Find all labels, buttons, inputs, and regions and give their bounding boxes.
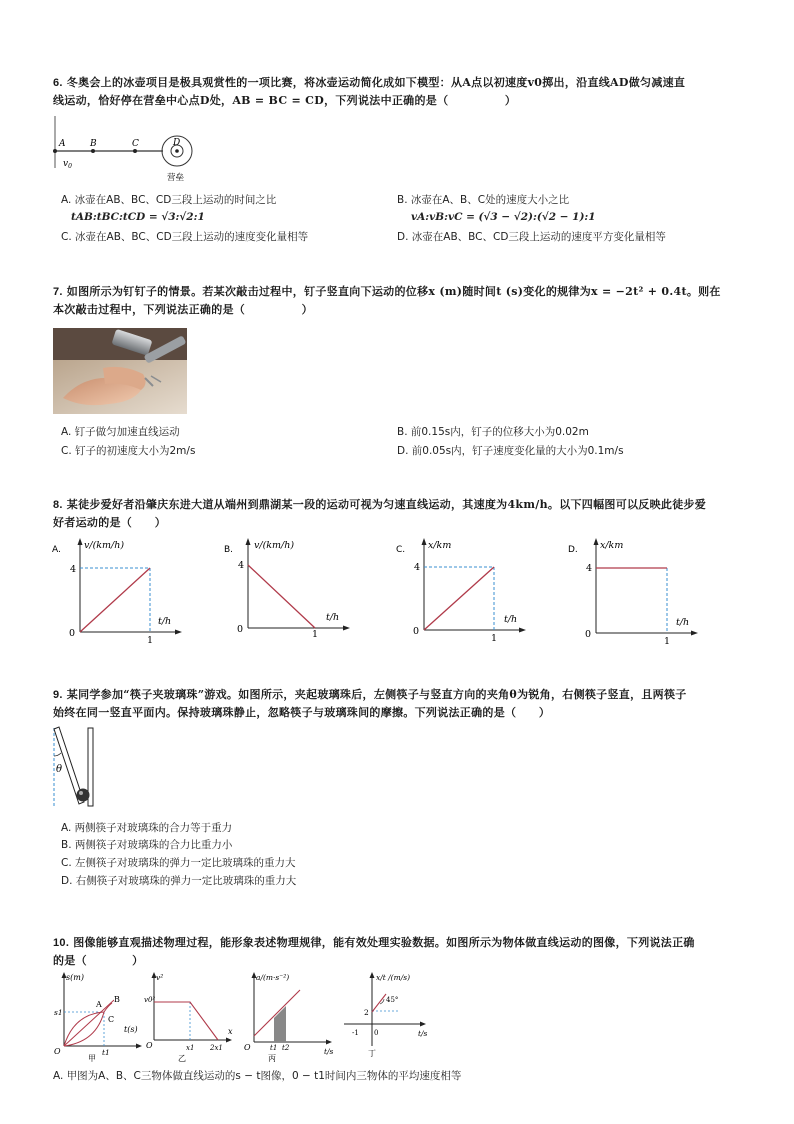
q7-option-d[interactable]: D. 前0.05s内，钉子速度变化量的大小为0.1m/s: [397, 445, 624, 457]
x-tick-label: 2x1: [210, 1044, 223, 1052]
q8-graph-c[interactable]: [396, 536, 526, 646]
x-tick-label: t2: [282, 1044, 290, 1052]
q10-graph-ding: [338, 966, 434, 1062]
origin-label: O: [54, 1047, 61, 1056]
q6-option-d[interactable]: D. 冰壶在AB、BC、CD三段上运动的速度平方变化量相等: [397, 231, 666, 243]
angle-label: 45°: [386, 996, 399, 1004]
q7-option-a[interactable]: A. 钉子做匀加速直线运动: [61, 426, 180, 438]
curling-diagram: [53, 116, 203, 188]
question-10-stem: [53, 934, 743, 970]
y-tick-label: 2: [364, 1008, 369, 1017]
question-number: 7.: [53, 286, 63, 298]
curve-c-label: C: [108, 1015, 115, 1024]
y-axis-label: v/(km/h): [254, 540, 295, 551]
origin-label: 0: [237, 624, 244, 635]
y-axis-label: s(m): [66, 973, 84, 982]
y-axis-label: a/(m·s⁻²): [256, 973, 290, 982]
point-d-label: D: [173, 138, 181, 148]
stem-line: 始终在同一竖直平面内。保持玻璃珠静止，忽略筷子与玻璃珠间的摩擦。下列说法正确的是（ ）: [53, 706, 551, 719]
q7-option-b[interactable]: B. 前0.15s内，钉子的位移大小为0.02m: [397, 426, 589, 438]
stem-line: 图像能够直观描述物理过程，能形象表述物理规律，能有效处理实验数据。如图所示为物体做直线运动的图像，下列说法正确: [73, 936, 695, 949]
origin-label: O: [244, 1043, 251, 1052]
x-axis-label: x: [228, 1027, 233, 1036]
stem-line: 如图所示为钉钉子的情景。若某次敲击过程中，钉子竖直向下运动的位移x (m)随时间t (s)变化的规律为x = −2t² + 0.4t。则在: [66, 285, 721, 298]
y-axis-label: x/t /(m/s): [376, 973, 411, 982]
q8-graph-b[interactable]: [224, 536, 354, 646]
target-label: 营垒: [167, 173, 185, 183]
x-axis-label: t/s: [418, 1029, 428, 1038]
q10-graph-jia: [52, 970, 142, 1062]
origin-label: O: [146, 1041, 153, 1050]
x-tick-label: 1: [147, 635, 154, 646]
graph-caption: 乙: [178, 1054, 186, 1062]
line-series: [154, 1002, 218, 1040]
point-c-label: C: [132, 139, 139, 149]
v0-label: $v_0$: [63, 159, 72, 170]
x-tick-label: t1: [102, 1048, 110, 1057]
curve-b-label: B: [114, 995, 120, 1004]
q6-option-b[interactable]: [397, 192, 596, 226]
y-tick-label: v0²: [144, 996, 156, 1004]
q8-graph-a[interactable]: [52, 536, 182, 646]
x-axis-label: t(s): [124, 1025, 138, 1034]
stem-line: 本次敲击过程中，下列说法正确的是（ ）: [53, 303, 313, 316]
y-tick-label: 4: [70, 564, 77, 575]
stem-line: 好者运动的是（ ）: [53, 516, 166, 529]
graph-letter: B.: [224, 545, 234, 555]
question-9-stem: [53, 686, 743, 722]
graph-letter: C.: [396, 545, 406, 555]
line-series: [80, 568, 150, 632]
question-number: 8.: [53, 499, 63, 511]
x-axis-label: t/h: [504, 614, 518, 625]
graph-letter: A.: [52, 545, 61, 555]
graph-caption: 甲: [88, 1054, 96, 1062]
x-axis-label: t/h: [326, 612, 340, 623]
x-tick-label: 1: [312, 629, 319, 640]
origin-label: 0: [413, 626, 420, 637]
q9-option-d[interactable]: D. 右侧筷子对玻璃珠的弹力一定比玻璃珠的重力大: [61, 875, 297, 887]
question-number: 9.: [53, 689, 63, 701]
q8-graph-d[interactable]: [568, 536, 698, 646]
point-a-label: A: [59, 139, 66, 149]
x-tick-label: 0: [374, 1029, 379, 1037]
x-tick-label: t1: [270, 1044, 278, 1052]
y-axis-label: v²: [156, 973, 164, 982]
y-tick-label: 4: [414, 562, 421, 573]
line-series: [372, 994, 386, 1012]
x-tick-label: -1: [352, 1029, 359, 1037]
hammer-nail-photo: [53, 328, 187, 414]
y-axis-label: x/km: [600, 540, 624, 551]
curve-b: [64, 1000, 114, 1046]
q9-option-a[interactable]: A. 两侧筷子对玻璃珠的合力等于重力: [61, 822, 233, 834]
stem-line: 冬奥会上的冰壶项目是极具观赏性的一项比赛，将冰壶运动简化成如下模型：从A点以初速度v0掷出，沿直线AD做匀减速直: [66, 76, 686, 89]
x-tick-label: x1: [186, 1044, 195, 1052]
q9-option-b[interactable]: B. 两侧筷子对玻璃珠的合力比重力小: [61, 839, 233, 851]
stem-line: 某徒步爱好者沿肇庆东进大道从端州到鼎湖某一段的运动可视为匀速直线运动，其速度为4km/h。以下四幅图可以反映此徒步爱: [66, 498, 707, 511]
graph-caption: 丁: [368, 1049, 376, 1058]
x-axis-label: t/h: [676, 617, 690, 628]
graph-letter: D.: [568, 545, 578, 555]
y-axis-label: x/km: [428, 540, 452, 551]
question-7-stem: [53, 283, 743, 319]
graph-caption: 丙: [268, 1054, 276, 1062]
x-axis-label: t/h: [158, 616, 172, 627]
y-axis-label: v/(km/h): [84, 540, 125, 551]
stem-line: 某同学参加“筷子夹玻璃珠”游戏。如图所示，夹起玻璃珠后，左侧筷子与竖直方向的夹角θ为锐角，右侧筷子竖直，且两筷子: [66, 688, 687, 701]
q7-option-c[interactable]: C. 钉子的初速度大小为2m/s: [61, 445, 196, 457]
y-tick-label: 4: [586, 563, 593, 574]
stem-line: 线运动，恰好停在营垒中心点D处，AB = BC = CD，下列说法中正确的是（ ）: [53, 94, 517, 107]
option-text: B. 冰壶在A、B、C处的速度大小之比: [397, 194, 570, 206]
question-number: 10.: [53, 937, 70, 949]
q9-option-c[interactable]: C. 左侧筷子对玻璃珠的弹力一定比玻璃珠的重力大: [61, 857, 296, 869]
q6-option-a[interactable]: [61, 192, 276, 226]
origin-label: 0: [585, 629, 592, 640]
line-series: [424, 567, 494, 630]
stem-line: 的是（ ）: [53, 954, 144, 967]
x-tick-label: 1: [491, 633, 498, 644]
angle-theta-label: θ: [56, 764, 63, 775]
option-text: A. 冰壶在AB、BC、CD三段上运动的时间之比: [61, 194, 277, 206]
chopsticks-diagram: [50, 726, 110, 812]
y-tick-label: s1: [54, 1008, 63, 1017]
question-8-stem: [53, 496, 743, 532]
q10-graph-bing: [242, 970, 338, 1062]
option-formula: vA:vB:vC = (√3 − √2):(√2 − 1):1: [411, 211, 596, 223]
option-formula: tAB:tBC:tCD = √3:√2:1: [71, 211, 205, 223]
origin-label: 0: [69, 628, 76, 639]
x-axis-label: t/s: [324, 1047, 334, 1056]
point-b-label: B: [90, 139, 97, 149]
line-series: [248, 565, 315, 628]
curve-a-label: A: [96, 1000, 102, 1009]
q10-graph-yi: [144, 970, 236, 1062]
q10-option-a[interactable]: A. 甲图为A、B、C三物体做直线运动的s − t图像，0 − t1时间内三物体的平均速度相等: [53, 1070, 462, 1082]
question-6-stem: [53, 74, 743, 110]
question-number: 6.: [53, 77, 63, 89]
x-tick-label: 1: [664, 636, 671, 646]
q6-option-c[interactable]: C. 冰壶在AB、BC、CD三段上运动的速度变化量相等: [61, 231, 309, 243]
y-tick-label: 4: [238, 560, 245, 571]
